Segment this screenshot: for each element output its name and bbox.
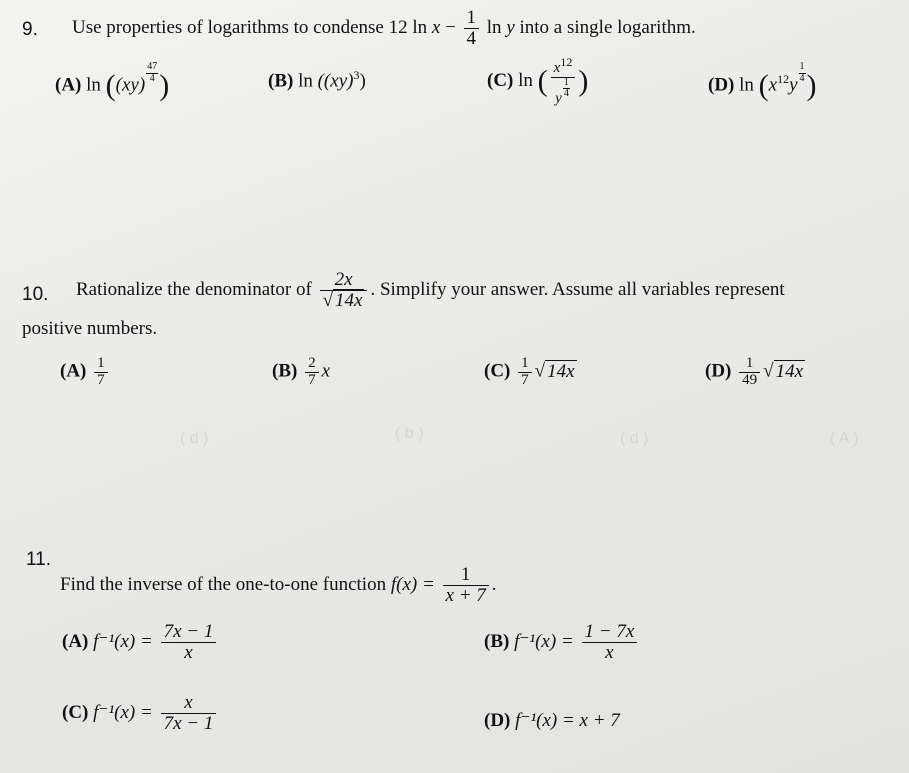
q11-choice-c[interactable]: [62, 693, 219, 734]
q11-prompt-tail: .: [491, 573, 497, 595]
q9-prompt-tail: into a single logarithm.: [519, 16, 696, 38]
q9-ln: ln: [412, 16, 428, 38]
q9-choice-b[interactable]: [268, 68, 366, 92]
q11-prompt-text: Find the inverse of the one-to-one function: [60, 573, 387, 595]
bleed-through-marks: ( b ): [395, 425, 424, 442]
question-11-prompt: [60, 565, 497, 606]
q11-fraction: $\frac{1}{x + 7}$: [443, 565, 489, 606]
choice-label: (C): [484, 360, 511, 382]
q10-prompt-tail: . Simplify your answer. Assume all variables represent: [370, 278, 785, 300]
choice-label: (A): [62, 630, 89, 652]
choice-expression: (xy): [115, 74, 146, 96]
choice-label: (B): [272, 360, 298, 382]
q9-choice-a[interactable]: [55, 62, 169, 101]
choice-fraction: $\frac{x}{7x - 1}$: [161, 693, 217, 734]
bleed-through-marks: ( d ): [620, 430, 649, 447]
paren-open: (: [758, 69, 769, 103]
choice-label: (C): [487, 69, 514, 91]
choice-fraction: $\frac{1}{49}$: [739, 356, 760, 389]
choice-label: (D): [484, 710, 511, 731]
q10-prompt-text: Rationalize the denominator of: [76, 278, 312, 300]
choice-label: (C): [62, 701, 89, 723]
q11-choice-b[interactable]: [484, 622, 640, 663]
q9-choice-c[interactable]: [487, 56, 588, 107]
q9-prompt-text: Use properties of logarithms to condense 12: [72, 16, 408, 38]
choice-lhs: f⁻¹(x) = x + 7: [515, 710, 620, 731]
q10-fraction: $\frac{2x}{√ 14x}$: [320, 270, 368, 311]
paren-close: ): [159, 69, 170, 103]
choice-fraction: $\frac{2}{7}$: [305, 356, 319, 389]
choice-label: (A): [55, 74, 82, 96]
bleed-through-marks: ( A ): [830, 430, 859, 447]
q10-choice-b[interactable]: [272, 356, 330, 389]
question-9-prompt: [72, 8, 696, 49]
q11-choice-d[interactable]: [484, 709, 620, 732]
choice-label: (B): [484, 630, 510, 652]
paren-close: ): [578, 64, 589, 98]
choice-label: (D): [708, 74, 735, 96]
choice-expression: ((xy): [317, 70, 354, 92]
paren-open: (: [537, 64, 548, 98]
question-10-number: 10.: [22, 284, 49, 305]
q9-var-x: x: [431, 16, 441, 38]
bleed-through-marks: ( d ): [180, 430, 209, 447]
question-10-prompt: [76, 270, 785, 311]
ln-text: ln: [86, 74, 101, 96]
ln-text: ln: [739, 74, 754, 96]
q10-choice-a[interactable]: [60, 356, 111, 389]
paren-close: ): [359, 70, 366, 92]
q9-minus: −: [445, 16, 456, 38]
q11-function-lhs: f(x) =: [390, 573, 435, 595]
choice-fraction: $\frac{1}{7}$: [518, 356, 532, 389]
q10-choice-d[interactable]: (D) $\frac{1}{49}$ √ 14x: [705, 355, 804, 388]
paren-open: (: [105, 69, 116, 103]
choice-tail: x: [321, 360, 331, 382]
choice-fraction: $\frac{7x - 1}{x}$: [161, 622, 217, 663]
choice-lhs: f⁻¹(x) =: [93, 701, 153, 723]
exponent: 3: [353, 68, 360, 82]
q10-choice-c[interactable]: (C) $\frac{1}{7}$ √ 14x: [484, 355, 575, 388]
q11-choice-a[interactable]: [62, 622, 219, 663]
q9-choice-d[interactable]: (D) $\ln (x^{12}y$ $\frac{1}{4}$ ): [708, 61, 817, 103]
question-9-number: 9.: [22, 19, 38, 40]
choice-label: (D): [705, 360, 732, 382]
choice-radicand: 14x: [775, 360, 804, 382]
q9-ln: ln: [486, 16, 502, 38]
question-10-prompt-line2: positive numbers.: [22, 318, 158, 339]
paren-close: ): [806, 69, 817, 103]
choice-lhs: f⁻¹(x) =: [93, 630, 153, 652]
exponent-fraction: $\frac{47}{4}$: [147, 61, 158, 84]
choice-radicand: 14x: [547, 360, 575, 382]
choice-label: (B): [268, 70, 294, 92]
ln-text: ln: [298, 70, 313, 92]
q9-one-quarter-fraction: $\frac{1}{4}$: [464, 8, 480, 49]
choice-label: (A): [60, 360, 87, 382]
question-11-number: 11.: [26, 549, 52, 570]
choice-fraction: $\frac{1}{7}$: [94, 356, 108, 389]
choice-lhs: f⁻¹(x) =: [514, 630, 574, 652]
exponent-fraction: $\frac{1}{4}$: [799, 61, 805, 84]
q9-var-y: y: [506, 16, 515, 38]
choice-fraction: $\frac{1 - 7x}{x}$: [582, 622, 638, 663]
choice-fraction: $x^{12}$ y $\frac{1}{4}$: [551, 56, 576, 107]
ln-text: ln: [518, 69, 533, 91]
